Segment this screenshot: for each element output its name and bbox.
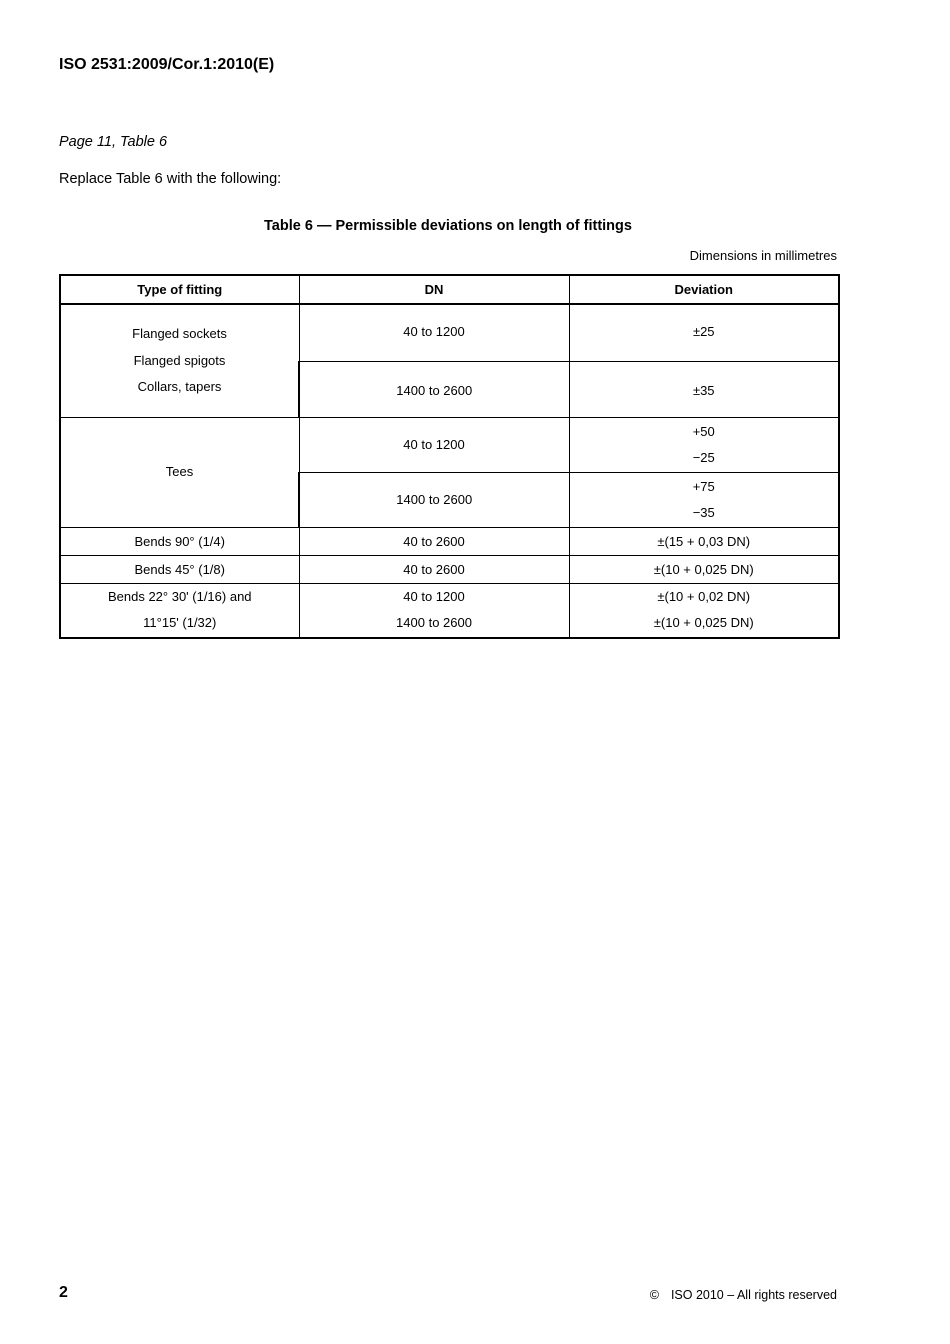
dn-cell (299, 361, 569, 417)
table-row (60, 304, 839, 361)
deviations-table (59, 274, 840, 639)
dn-value: 40 to 1200 (403, 324, 465, 340)
deviation-cell: ±(15 + 0,03 DN) (569, 527, 839, 555)
deviation-minus: −25 (692, 449, 715, 465)
table-row (60, 527, 839, 555)
deviation-cell: ±(10 + 0,025 DN) (569, 555, 839, 583)
dn-cell (299, 417, 569, 472)
copyright-icon: © (649, 1288, 659, 1302)
deviation-line: ±(10 + 0,025 DN) (653, 615, 754, 631)
table-row (60, 555, 839, 583)
dn-cell (299, 472, 569, 527)
type-cell: Bends 45° (1/8) (60, 555, 299, 583)
type-line: Flanged sockets (132, 326, 227, 341)
deviation-cell (569, 361, 839, 417)
table-header-row (60, 275, 839, 304)
deviation-value: ±25 (692, 324, 715, 340)
type-line: Bends 22° 30' (1/16) and (107, 589, 252, 605)
dn-cell (299, 583, 569, 638)
column-header-type: Type of fitting (60, 275, 299, 304)
deviation-cell (569, 417, 839, 472)
correction-instruction: Replace Table 6 with the following: (59, 171, 282, 187)
copyright-notice (650, 1288, 837, 1302)
page-number: 2 (59, 1284, 68, 1301)
type-cell (60, 583, 299, 638)
dn-value: 40 to 1200 (403, 437, 465, 452)
dn-line: 40 to 1200 (403, 589, 465, 605)
table-row (60, 417, 839, 472)
table-title: Table 6 — Permissible deviations on length of fittings (264, 218, 632, 234)
document-id-header: ISO 2531:2009/Cor.1:2010(E) (59, 56, 275, 73)
table-row (60, 583, 839, 638)
dimensions-note: Dimensions in millimetres (689, 248, 837, 263)
dn-cell: 40 to 2600 (299, 555, 569, 583)
copyright-text: ISO 2010 – All rights reserved (670, 1288, 837, 1302)
column-header-deviation: Deviation (569, 275, 839, 304)
type-line: 11°15' (1/32) (143, 615, 217, 631)
type-cell-flanged (60, 304, 299, 417)
dn-value: 1400 to 2600 (396, 382, 473, 398)
dn-cell (299, 304, 569, 361)
deviation-value: ±35 (692, 382, 715, 398)
dn-cell: 40 to 2600 (299, 527, 569, 555)
type-line: Collars, tapers (137, 379, 222, 394)
dn-value: 1400 to 2600 (396, 492, 473, 507)
deviation-plus: +75 (692, 478, 715, 494)
deviation-cell (569, 472, 839, 527)
type-line: Flanged spigots (133, 352, 226, 368)
column-header-dn: DN (299, 275, 569, 304)
type-value: Tees (165, 464, 194, 479)
deviation-cell (569, 583, 839, 638)
type-cell: Bends 90° (1/4) (60, 527, 299, 555)
dn-line: 1400 to 2600 (396, 615, 472, 631)
type-cell-tees (60, 417, 299, 527)
deviation-line: ±(10 + 0,02 DN) (657, 589, 751, 605)
correction-location: Page 11, Table 6 (59, 134, 168, 150)
deviation-plus: +50 (692, 423, 715, 439)
deviation-minus: −35 (692, 504, 715, 520)
deviation-cell (569, 304, 839, 361)
